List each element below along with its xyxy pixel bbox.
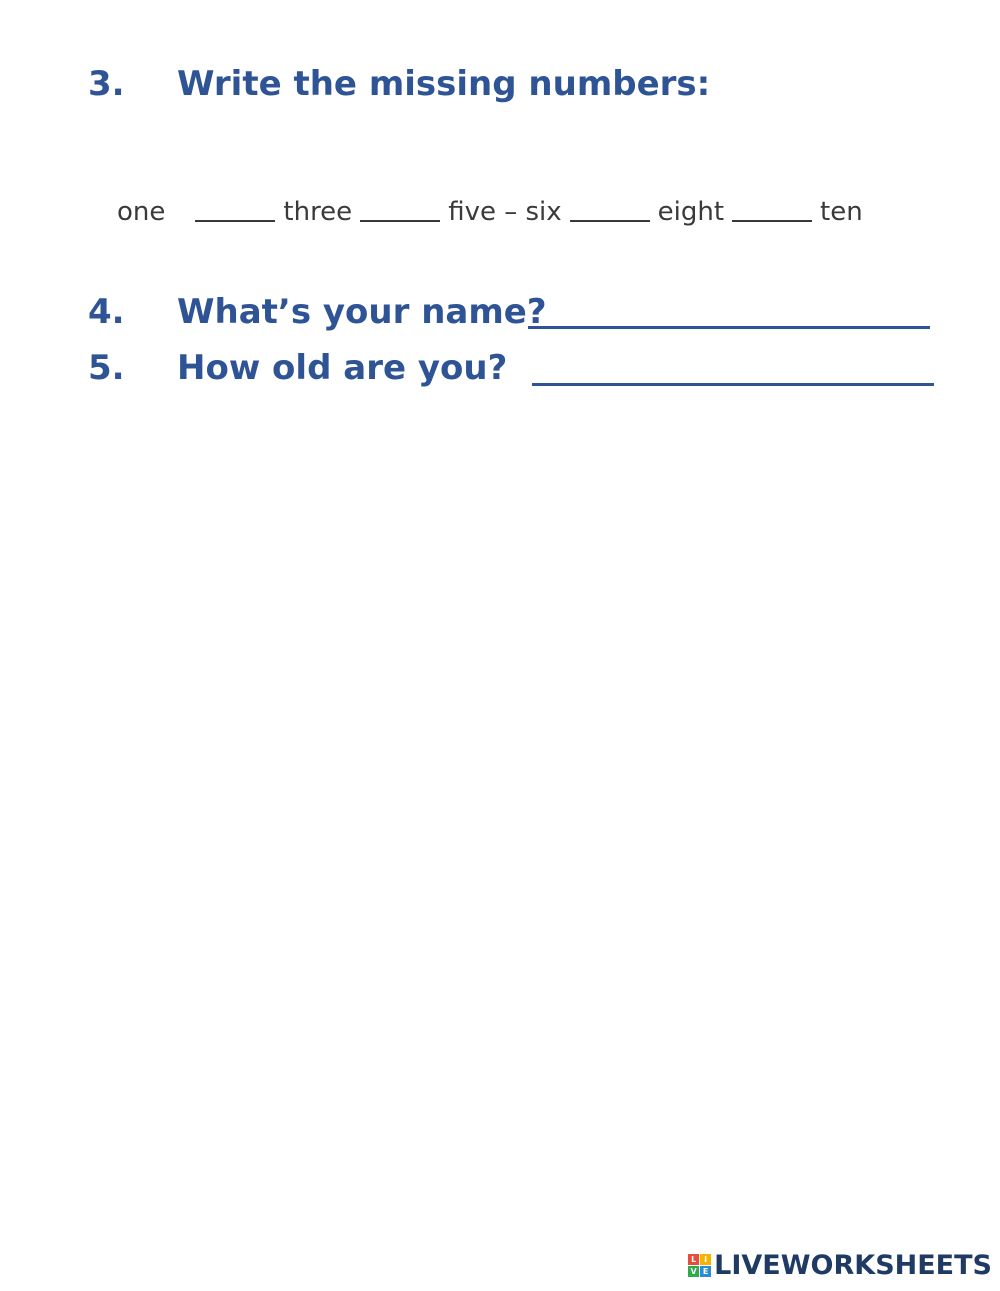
age-answer-blank[interactable] bbox=[532, 383, 934, 386]
question-5-text: How old are you? bbox=[177, 348, 508, 388]
logo-tile-l: L bbox=[688, 1254, 699, 1265]
name-answer-blank[interactable] bbox=[528, 326, 930, 329]
logo-tiles-icon bbox=[688, 1254, 711, 1277]
sequence-word-ten: ten bbox=[820, 197, 863, 227]
sequence-blank-3[interactable] bbox=[570, 198, 650, 222]
liveworksheets-logo bbox=[688, 1250, 992, 1281]
sequence-word-three: three bbox=[283, 197, 353, 227]
number-sequence bbox=[117, 196, 863, 227]
logo-tile-e: E bbox=[700, 1266, 711, 1277]
sequence-blank-4[interactable] bbox=[732, 198, 812, 222]
brand-name: LIVEWORKSHEETS bbox=[714, 1250, 992, 1281]
question-4-text: What’s your name? bbox=[177, 292, 547, 332]
logo-tile-i: I bbox=[700, 1254, 711, 1265]
sequence-word-five-six: five – six bbox=[448, 197, 562, 227]
logo-tile-v: V bbox=[688, 1266, 699, 1277]
question-4-number: 4. bbox=[88, 292, 125, 332]
question-3-text: Write the missing numbers: bbox=[177, 64, 711, 104]
question-3-number: 3. bbox=[88, 64, 125, 104]
question-5-number: 5. bbox=[88, 348, 125, 388]
sequence-blank-2[interactable] bbox=[360, 198, 440, 222]
sequence-blank-1[interactable] bbox=[195, 198, 275, 222]
sequence-word-one: one bbox=[117, 197, 166, 227]
sequence-word-eight: eight bbox=[657, 197, 725, 227]
